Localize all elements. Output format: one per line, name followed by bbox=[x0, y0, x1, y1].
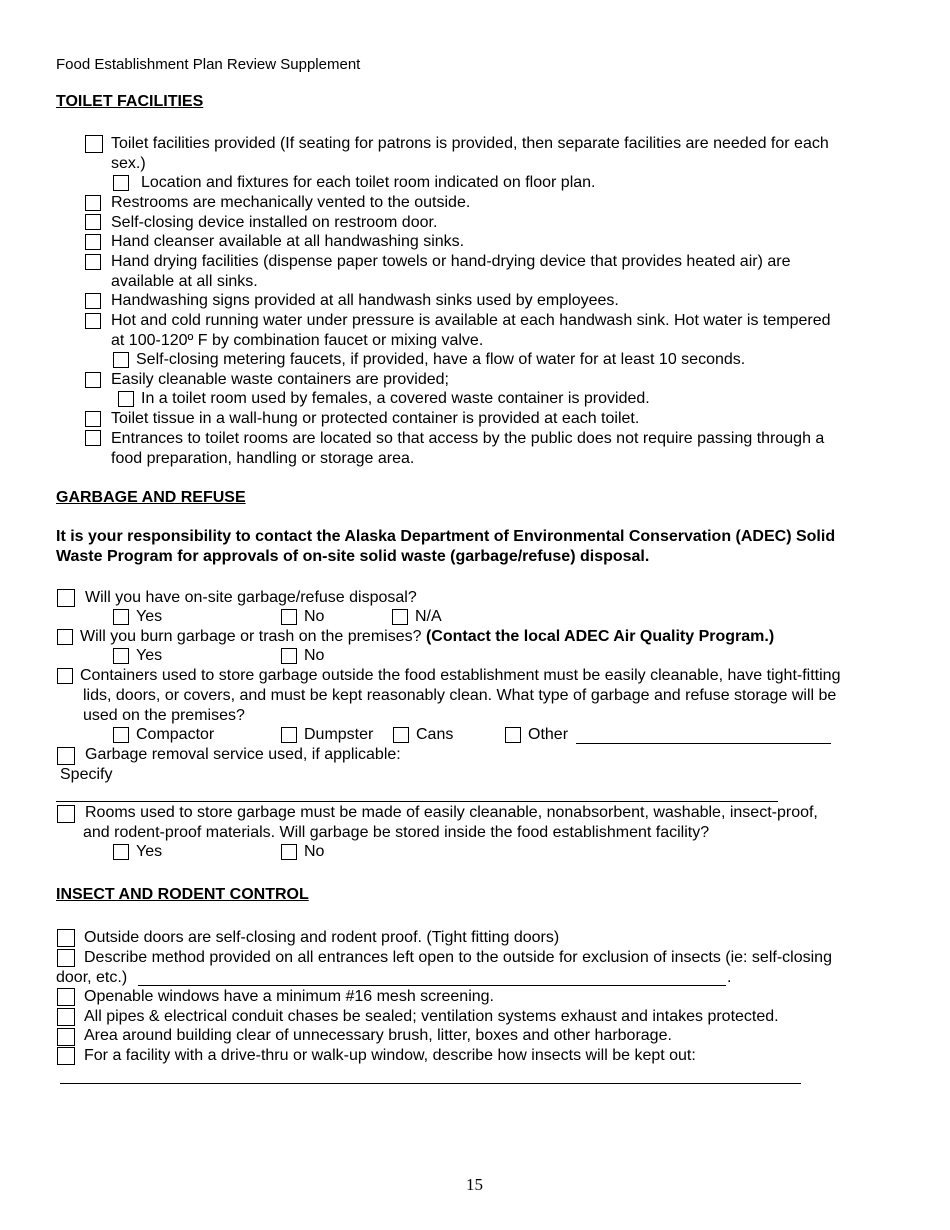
removal-service-checkbox[interactable] bbox=[57, 747, 75, 765]
describe-method-checkbox[interactable] bbox=[57, 949, 75, 967]
toilet-item-text: Handwashing signs provided at all handwash sinks used by employees. bbox=[111, 292, 619, 309]
onsite-yes-label: Yes bbox=[136, 608, 163, 625]
toilet-item-text: sex.) bbox=[111, 155, 146, 172]
other-input-line[interactable] bbox=[576, 743, 831, 744]
insect-item-text: Area around building clear of unnecessary brush, litter, boxes and other harborage. bbox=[84, 1027, 672, 1044]
insect-item-text: Openable windows have a minimum #16 mesh screening. bbox=[84, 988, 494, 1005]
other-label: Other bbox=[528, 726, 569, 743]
toilet-section-title: TOILET FACILITIES bbox=[56, 93, 204, 110]
containers-checkbox[interactable] bbox=[57, 668, 73, 684]
outside-doors-checkbox[interactable] bbox=[57, 929, 75, 947]
onsite-no-label: No bbox=[304, 608, 325, 625]
containers-question: Containers used to store garbage outside the food establishment must be easily cleanable, have tight-fitting bbox=[80, 667, 841, 684]
toilet-item-text: Entrances to toilet rooms are located so that access by the public does not require passing through a bbox=[111, 430, 825, 447]
onsite-na-checkbox[interactable] bbox=[392, 609, 408, 625]
removal-service-question: Garbage removal service used, if applicable: bbox=[85, 746, 401, 763]
describe-method-input-line[interactable] bbox=[138, 985, 726, 986]
drive-thru-input-line[interactable] bbox=[60, 1083, 801, 1084]
rooms-storage-question: and rodent-proof materials. Will garbage be stored inside the food establishment facility? bbox=[83, 824, 710, 841]
covered-container-checkbox[interactable] bbox=[118, 391, 134, 407]
document-header: Food Establishment Plan Review Supplement bbox=[56, 56, 361, 73]
adec-notice: It is your responsibility to contact the Alaska Department of Environmental Conservation (ADEC) Solid bbox=[56, 528, 836, 545]
rooms-storage-checkbox[interactable] bbox=[57, 805, 75, 823]
inside-no-label: No bbox=[304, 843, 325, 860]
toilet-item-text: Hand cleanser available at all handwashing sinks. bbox=[111, 233, 465, 250]
toilet-item-text: Hot and cold running water under pressure is available at each handwash sink. Hot water is tempered bbox=[111, 312, 831, 329]
toilet-item-text: Restrooms are mechanically vented to the outside. bbox=[111, 194, 471, 211]
insect-item-text: All pipes & electrical conduit chases be sealed; ventilation systems exhaust and intakes protected. bbox=[84, 1008, 779, 1025]
containers-question: used on the premises? bbox=[83, 707, 245, 724]
onsite-yes-checkbox[interactable] bbox=[113, 609, 129, 625]
garbage-section-title: GARBAGE AND REFUSE bbox=[56, 489, 246, 506]
onsite-disposal-checkbox[interactable] bbox=[57, 589, 75, 607]
toilet-item-text: Toilet tissue in a wall-hung or protected container is provided at each toilet. bbox=[111, 410, 640, 427]
compactor-label: Compactor bbox=[136, 726, 215, 743]
adec-notice: Waste Program for approvals of on-site solid waste (garbage/refuse) disposal. bbox=[56, 548, 650, 565]
toilet-item-text: Easily cleanable waste containers are provided; bbox=[111, 371, 449, 388]
toilet-item-text: Hand drying facilities (dispense paper towels or hand-drying device that provides heated air) are bbox=[111, 253, 791, 270]
burn-yes-label: Yes bbox=[136, 647, 163, 664]
page-number: 15 bbox=[466, 1175, 483, 1194]
hot-cold-water-checkbox[interactable] bbox=[85, 313, 101, 329]
metering-faucets-checkbox[interactable] bbox=[113, 352, 129, 368]
burn-garbage-checkbox[interactable] bbox=[57, 629, 73, 645]
toilet-item-text: In a toilet room used by females, a covered waste container is provided. bbox=[141, 390, 650, 407]
burn-yes-checkbox[interactable] bbox=[113, 648, 129, 664]
specify-label: Specify bbox=[60, 766, 113, 783]
inside-yes-checkbox[interactable] bbox=[113, 844, 129, 860]
cans-checkbox[interactable] bbox=[393, 727, 409, 743]
toilet-item-text: Toilet facilities provided (If seating for patrons is provided, then separate facilities are needed for each bbox=[111, 135, 829, 152]
inside-no-checkbox[interactable] bbox=[281, 844, 297, 860]
dumpster-label: Dumpster bbox=[304, 726, 374, 743]
onsite-disposal-question: Will you have on-site garbage/refuse disposal? bbox=[85, 589, 417, 606]
insect-item-text: Outside doors are self-closing and rodent proof. (Tight fitting doors) bbox=[84, 929, 560, 946]
toilet-item-text: food preparation, handling or storage area. bbox=[111, 450, 415, 467]
compactor-checkbox[interactable] bbox=[113, 727, 129, 743]
toilet-item-text: Self-closing device installed on restroom door. bbox=[111, 214, 438, 231]
location-fixtures-checkbox[interactable] bbox=[113, 175, 129, 191]
self-closing-door-checkbox[interactable] bbox=[85, 214, 101, 230]
insect-item-text: For a facility with a drive-thru or walk-up window, describe how insects will be kept out: bbox=[84, 1047, 696, 1064]
hand-drying-checkbox[interactable] bbox=[85, 254, 101, 270]
dumpster-checkbox[interactable] bbox=[281, 727, 297, 743]
insect-section-title: INSECT AND RODENT CONTROL bbox=[56, 886, 309, 903]
air-quality-note: (Contact the local ADEC Air Quality Program.) bbox=[425, 628, 775, 645]
mesh-screening-checkbox[interactable] bbox=[57, 988, 75, 1006]
hand-cleanser-checkbox[interactable] bbox=[85, 234, 101, 250]
cans-label: Cans bbox=[416, 726, 454, 743]
handwashing-signs-checkbox[interactable] bbox=[85, 293, 101, 309]
pipes-sealed-checkbox[interactable] bbox=[57, 1008, 75, 1026]
drive-thru-checkbox[interactable] bbox=[57, 1047, 75, 1065]
restrooms-vented-checkbox[interactable] bbox=[85, 195, 101, 211]
rooms-storage-question: Rooms used to store garbage must be made of easily cleanable, nonabsorbent, washable, insect-proof, bbox=[85, 804, 818, 821]
onsite-na-label: N/A bbox=[415, 608, 442, 625]
specify-input-line[interactable] bbox=[56, 801, 778, 802]
other-checkbox[interactable] bbox=[505, 727, 521, 743]
area-clear-checkbox[interactable] bbox=[57, 1028, 75, 1046]
inside-yes-label: Yes bbox=[136, 843, 163, 860]
toilet-item-text: at 100-120º F by combination faucet or mixing valve. bbox=[111, 332, 484, 349]
insect-item-text: Describe method provided on all entrances left open to the outside for exclusion of insects (ie: self-closing bbox=[84, 949, 832, 966]
toilet-provided-checkbox[interactable] bbox=[85, 135, 103, 153]
entrances-checkbox[interactable] bbox=[85, 430, 101, 446]
toilet-tissue-checkbox[interactable] bbox=[85, 411, 101, 427]
onsite-no-checkbox[interactable] bbox=[281, 609, 297, 625]
containers-question: lids, doors, or covers, and must be kept reasonably clean. What type of garbage and refuse storage will be bbox=[83, 687, 837, 704]
burn-no-label: No bbox=[304, 647, 325, 664]
toilet-item-text: Self-closing metering faucets, if provided, have a flow of water for at least 10 seconds. bbox=[136, 351, 746, 368]
toilet-item-text: available at all sinks. bbox=[111, 273, 258, 290]
toilet-item-text: Location and fixtures for each toilet room indicated on floor plan. bbox=[141, 174, 596, 191]
waste-containers-checkbox[interactable] bbox=[85, 372, 101, 388]
burn-garbage-question: Will you burn garbage or trash on the premises? (Contact the local ADEC Air Quality Program.) bbox=[80, 628, 775, 645]
insect-item-text: door, etc.) bbox=[56, 969, 128, 986]
period-mark: . bbox=[727, 969, 732, 986]
burn-no-checkbox[interactable] bbox=[281, 648, 297, 664]
